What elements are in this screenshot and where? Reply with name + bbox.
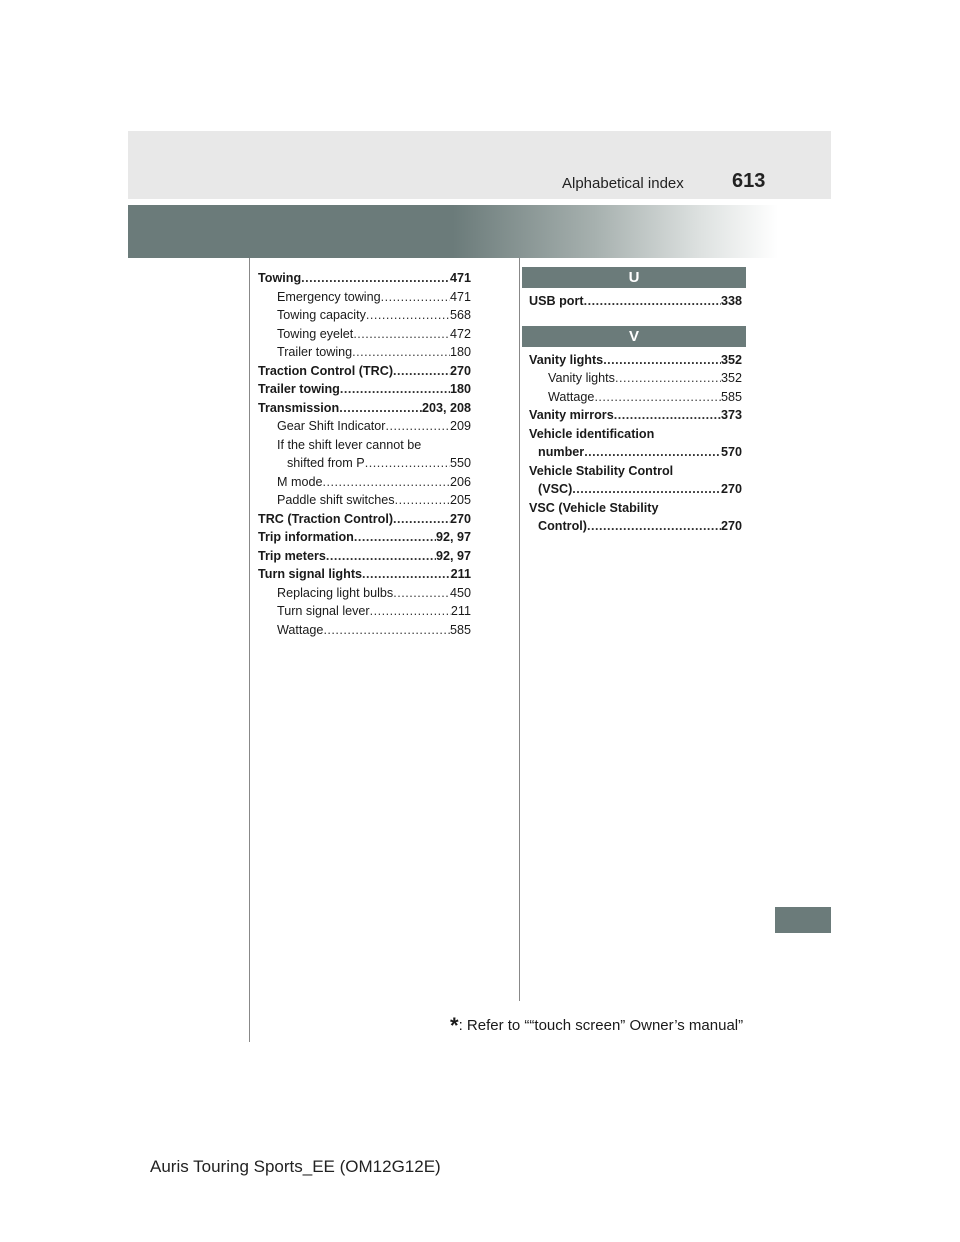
manual-id: Auris Touring Sports_EE (OM12G12E): [150, 1157, 441, 1176]
index-entry-continuation: number ..... 570: [529, 443, 742, 462]
index-entry-continuation: (VSC) ..... 270: [529, 480, 742, 499]
footnote-asterisk: *: [450, 1013, 459, 1038]
chapter-tab: [775, 907, 831, 933]
index-subentry: Trailer towing ..... 180: [258, 343, 471, 362]
index-subentry: Towing capacity ..... 568: [258, 306, 471, 325]
index-subentry: Wattage ..... 585: [529, 388, 742, 407]
section-header-u: U: [522, 267, 746, 288]
index-entry: TRC (Traction Control) ..... 270: [258, 510, 471, 529]
index-column-left: [258, 269, 471, 639]
index-subentry: Towing eyelet ..... 472: [258, 325, 471, 344]
index-entry: Trailer towing ..... 180: [258, 380, 471, 399]
index-entry: Trip meters ..... 92, 97: [258, 547, 471, 566]
index-subentry: If the shift lever cannot be: [277, 437, 422, 452]
index-subentry: Turn signal lever ..... 211: [258, 602, 471, 621]
left-margin-rule: [249, 258, 250, 1042]
index-subentry: Vanity lights ..... 352: [529, 369, 742, 388]
page-title: Alphabetical index: [562, 175, 684, 192]
index-entry-continuation: Control) ..... 270: [529, 517, 742, 536]
index-entry: Turn signal lights ..... 211: [258, 565, 471, 584]
index-subentry: Emergency towing ..... 471: [258, 288, 471, 307]
index-entry: VSC (Vehicle Stability: [529, 500, 659, 515]
section-gradient-bar: [128, 205, 778, 258]
column-divider: [519, 258, 520, 1001]
section-header-v: V: [522, 326, 746, 347]
index-subentry: Replacing light bulbs ..... 450: [258, 584, 471, 603]
index-column-right: [529, 267, 742, 536]
index-entry: Trip information ..... 92, 97: [258, 528, 471, 547]
index-subentry: Wattage ..... 585: [258, 621, 471, 640]
index-entry: Vanity lights ..... 352: [529, 351, 742, 370]
index-entry: Vanity mirrors ..... 373: [529, 406, 742, 425]
footnote-text: : Refer to ““touch screen” Owner’s manual”: [458, 1017, 744, 1034]
index-entry: Transmission ..... 203, 208: [258, 399, 471, 418]
index-subentry: M mode ..... 206: [258, 473, 471, 492]
index-subentry-continuation: shifted from P ..... 550: [258, 454, 471, 473]
index-subentry: Gear Shift Indicator ..... 209: [258, 417, 471, 436]
index-entry: Towing ..... 471: [258, 269, 471, 288]
index-entry: Vehicle Stability Control: [529, 463, 674, 478]
index-entry: USB port ..... 338: [529, 292, 742, 311]
page-number: 613: [732, 170, 766, 192]
footnote: [450, 1013, 743, 1039]
index-entry: Vehicle identification: [529, 426, 655, 441]
header-band: [128, 131, 831, 199]
index-entry: Traction Control (TRC) ..... 270: [258, 362, 471, 381]
index-subentry: Paddle shift switches ..... 205: [258, 491, 471, 510]
